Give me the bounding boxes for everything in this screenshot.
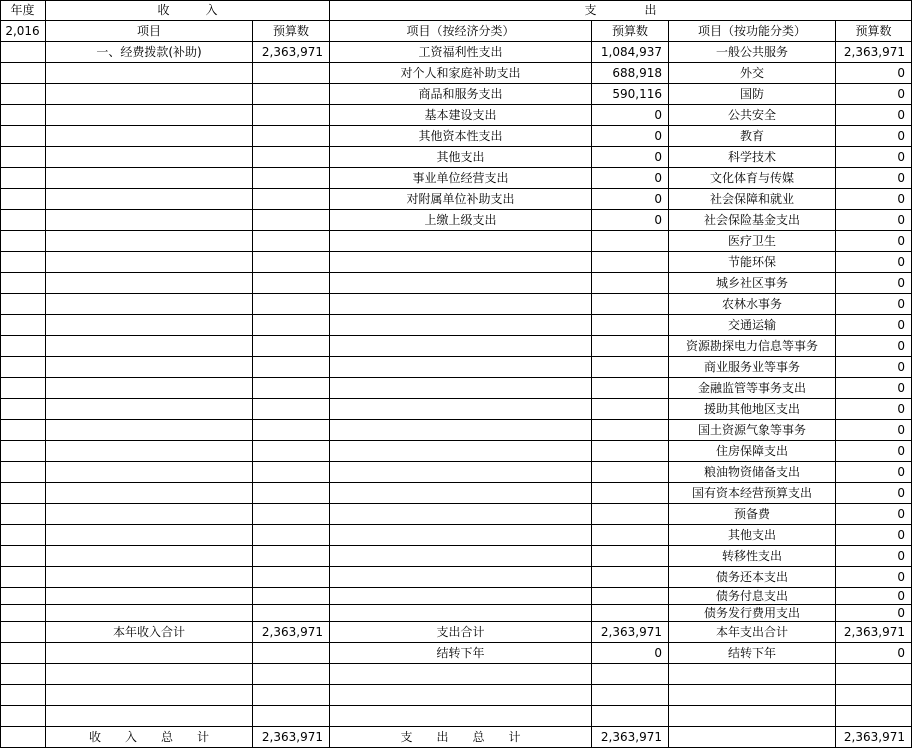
econ-amount-cell — [592, 441, 669, 462]
econ-amount-cell: 2,363,971 — [592, 727, 669, 748]
econ-amount-cell — [592, 315, 669, 336]
func-amount-cell: 0 — [836, 294, 912, 315]
income-amount-cell — [253, 168, 330, 189]
income-amount-cell: 2,363,971 — [253, 727, 330, 748]
income-item-cell — [46, 252, 253, 273]
func-amount-cell: 0 — [836, 441, 912, 462]
year-cell — [0, 315, 46, 336]
econ-amount-cell — [592, 420, 669, 441]
func-amount-cell: 0 — [836, 273, 912, 294]
income-item-cell — [46, 441, 253, 462]
income-item-cell — [46, 399, 253, 420]
econ-item-cell — [330, 567, 592, 588]
year-cell — [0, 546, 46, 567]
income-item-cell — [46, 588, 253, 605]
econ-amount-cell: 0 — [592, 210, 669, 231]
func-amount-cell: 0 — [836, 105, 912, 126]
func-budget-header: 预算数 — [836, 21, 912, 42]
econ-amount-cell: 0 — [592, 168, 669, 189]
func-item-cell: 国土资源气象等事务 — [669, 420, 836, 441]
func-item-cell: 国防 — [669, 84, 836, 105]
econ-item-cell: 事业单位经营支出 — [330, 168, 592, 189]
func-amount-cell: 0 — [836, 567, 912, 588]
econ-amount-cell: 0 — [592, 643, 669, 664]
econ-item-cell — [330, 664, 592, 685]
year-cell — [0, 63, 46, 84]
func-item-cell: 城乡社区事务 — [669, 273, 836, 294]
econ-amount-cell: 0 — [592, 126, 669, 147]
year-cell — [0, 168, 46, 189]
func-amount-cell: 0 — [836, 126, 912, 147]
econ-item-cell — [330, 252, 592, 273]
func-item-cell: 科学技术 — [669, 147, 836, 168]
econ-item-cell — [330, 294, 592, 315]
econ-amount-cell — [592, 231, 669, 252]
econ-amount-cell — [592, 336, 669, 357]
func-item-cell — [669, 664, 836, 685]
func-item-cell — [669, 685, 836, 706]
income-item-cell — [46, 189, 253, 210]
econ-amount-cell — [592, 504, 669, 525]
func-item-cell: 转移性支出 — [669, 546, 836, 567]
func-amount-cell: 0 — [836, 546, 912, 567]
year-cell — [0, 378, 46, 399]
func-amount-cell: 0 — [836, 63, 912, 84]
income-item-cell: 一、经费拨款(补助) — [46, 42, 253, 63]
econ-item-cell — [330, 546, 592, 567]
econ-item-cell — [330, 357, 592, 378]
income-item-cell — [46, 294, 253, 315]
econ-amount-cell — [592, 706, 669, 727]
func-item-cell: 债务付息支出 — [669, 588, 836, 605]
func-amount-cell: 0 — [836, 231, 912, 252]
income-amount-cell — [253, 210, 330, 231]
func-amount-cell: 0 — [836, 483, 912, 504]
func-item-cell: 国有资本经营预算支出 — [669, 483, 836, 504]
econ-item-cell — [330, 399, 592, 420]
income-amount-cell — [253, 357, 330, 378]
income-amount-cell — [253, 378, 330, 399]
income-item-cell — [46, 420, 253, 441]
econ-amount-cell — [592, 294, 669, 315]
econ-amount-cell — [592, 462, 669, 483]
econ-item-cell — [330, 525, 592, 546]
income-amount-cell — [253, 567, 330, 588]
func-item-cell: 社会保险基金支出 — [669, 210, 836, 231]
econ-amount-cell: 1,084,937 — [592, 42, 669, 63]
income-item-cell — [46, 483, 253, 504]
func-item-cell: 公共安全 — [669, 105, 836, 126]
econ-item-cell: 基本建设支出 — [330, 105, 592, 126]
year-cell — [0, 399, 46, 420]
income-amount-cell — [253, 643, 330, 664]
func-item-cell: 金融监管等事务支出 — [669, 378, 836, 399]
func-amount-cell: 0 — [836, 525, 912, 546]
func-item-cell — [669, 727, 836, 748]
income-item-cell — [46, 462, 253, 483]
func-item-cell: 节能环保 — [669, 252, 836, 273]
econ-amount-cell — [592, 357, 669, 378]
income-item-cell — [46, 525, 253, 546]
func-amount-cell: 0 — [836, 210, 912, 231]
year-cell — [0, 685, 46, 706]
func-amount-cell: 0 — [836, 336, 912, 357]
income-item-cell — [46, 63, 253, 84]
econ-item-cell: 上缴上级支出 — [330, 210, 592, 231]
income-amount-cell — [253, 63, 330, 84]
func-item-cell: 住房保障支出 — [669, 441, 836, 462]
income-amount-cell — [253, 664, 330, 685]
year-cell — [0, 441, 46, 462]
econ-amount-cell — [592, 378, 669, 399]
econ-amount-cell: 0 — [592, 147, 669, 168]
income-item-cell — [46, 546, 253, 567]
econ-item-cell — [330, 504, 592, 525]
econ-item-cell: 商品和服务支出 — [330, 84, 592, 105]
income-item-cell — [46, 605, 253, 622]
econ-amount-cell — [592, 588, 669, 605]
income-amount-cell — [253, 84, 330, 105]
income-item-cell — [46, 706, 253, 727]
income-item-cell — [46, 357, 253, 378]
year-header: 年度 — [0, 0, 46, 21]
econ-item-cell: 对个人和家庭补助支出 — [330, 63, 592, 84]
econ-item-cell — [330, 420, 592, 441]
func-amount-cell: 0 — [836, 588, 912, 605]
income-item-cell — [46, 105, 253, 126]
func-amount-cell: 0 — [836, 643, 912, 664]
income-amount-cell — [253, 105, 330, 126]
econ-item-cell: 工资福利性支出 — [330, 42, 592, 63]
income-item-cell — [46, 504, 253, 525]
income-amount-cell — [253, 231, 330, 252]
econ-amount-cell: 590,116 — [592, 84, 669, 105]
income-item-cell — [46, 336, 253, 357]
year-value: 2,016 — [0, 21, 46, 42]
year-cell — [0, 84, 46, 105]
func-item-cell: 债务还本支出 — [669, 567, 836, 588]
income-amount-cell — [253, 588, 330, 605]
year-cell — [0, 664, 46, 685]
income-item-cell — [46, 315, 253, 336]
year-cell — [0, 605, 46, 622]
econ-item-cell — [330, 315, 592, 336]
func-amount-cell: 0 — [836, 84, 912, 105]
econ-amount-cell — [592, 567, 669, 588]
income-item-cell — [46, 210, 253, 231]
econ-amount-cell — [592, 605, 669, 622]
income-item-cell — [46, 643, 253, 664]
year-cell — [0, 727, 46, 748]
income-item-cell: 收 入 总 计 — [46, 727, 253, 748]
econ-item-cell — [330, 588, 592, 605]
econ-amount-cell — [592, 399, 669, 420]
year-cell — [0, 42, 46, 63]
income-amount-cell: 2,363,971 — [253, 42, 330, 63]
income-item-cell — [46, 84, 253, 105]
func-amount-cell: 2,363,971 — [836, 727, 912, 748]
income-item-cell: 本年收入合计 — [46, 622, 253, 643]
func-item-cell: 教育 — [669, 126, 836, 147]
func-amount-cell: 0 — [836, 315, 912, 336]
econ-amount-cell — [592, 252, 669, 273]
income-item-cell — [46, 378, 253, 399]
econ-amount-cell — [592, 273, 669, 294]
econ-item-cell — [330, 441, 592, 462]
year-cell — [0, 622, 46, 643]
income-amount-cell — [253, 504, 330, 525]
year-cell — [0, 189, 46, 210]
econ-amount-cell — [592, 525, 669, 546]
econ-item-cell — [330, 231, 592, 252]
econ-item-cell: 其他支出 — [330, 147, 592, 168]
econ-item-cell: 对附属单位补助支出 — [330, 189, 592, 210]
year-cell — [0, 706, 46, 727]
func-item-cell: 交通运输 — [669, 315, 836, 336]
income-item-cell — [46, 567, 253, 588]
func-amount-cell — [836, 706, 912, 727]
econ-item-cell — [330, 706, 592, 727]
econ-item-cell: 其他资本性支出 — [330, 126, 592, 147]
income-budget-header: 预算数 — [253, 21, 330, 42]
econ-amount-cell — [592, 685, 669, 706]
econ-item-cell — [330, 605, 592, 622]
income-item-cell — [46, 126, 253, 147]
func-item-cell: 社会保障和就业 — [669, 189, 836, 210]
income-amount-cell — [253, 525, 330, 546]
income-amount-cell — [253, 273, 330, 294]
year-cell — [0, 336, 46, 357]
func-item-cell: 资源勘探电力信息等事务 — [669, 336, 836, 357]
econ-amount-cell: 0 — [592, 189, 669, 210]
econ-item-cell: 支 出 总 计 — [330, 727, 592, 748]
func-item-cell: 农林水事务 — [669, 294, 836, 315]
year-cell — [0, 105, 46, 126]
year-cell — [0, 525, 46, 546]
func-amount-cell: 0 — [836, 147, 912, 168]
year-cell — [0, 567, 46, 588]
income-item-cell — [46, 231, 253, 252]
func-item-cell: 医疗卫生 — [669, 231, 836, 252]
income-item-cell — [46, 147, 253, 168]
func-amount-cell — [836, 664, 912, 685]
income-item-cell — [46, 273, 253, 294]
econ-amount-cell: 2,363,971 — [592, 622, 669, 643]
econ-amount-cell: 688,918 — [592, 63, 669, 84]
econ-item-cell — [330, 483, 592, 504]
income-item-header: 项目 — [46, 21, 253, 42]
income-item-cell — [46, 168, 253, 189]
func-item-cell: 外交 — [669, 63, 836, 84]
func-item-cell: 债务发行费用支出 — [669, 605, 836, 622]
econ-item-cell — [330, 378, 592, 399]
econ-item-cell: 支出合计 — [330, 622, 592, 643]
income-item-cell — [46, 685, 253, 706]
income-header: 收 入 — [46, 0, 330, 21]
year-cell — [0, 483, 46, 504]
income-amount-cell — [253, 336, 330, 357]
func-item-cell: 粮油物资储备支出 — [669, 462, 836, 483]
func-item-cell: 文化体育与传媒 — [669, 168, 836, 189]
year-cell — [0, 420, 46, 441]
econ-item-cell — [330, 336, 592, 357]
year-cell — [0, 126, 46, 147]
year-cell — [0, 231, 46, 252]
func-amount-cell: 0 — [836, 189, 912, 210]
income-amount-cell: 2,363,971 — [253, 622, 330, 643]
income-amount-cell — [253, 685, 330, 706]
year-cell — [0, 462, 46, 483]
income-amount-cell — [253, 189, 330, 210]
income-amount-cell — [253, 315, 330, 336]
income-amount-cell — [253, 420, 330, 441]
func-item-cell: 其他支出 — [669, 525, 836, 546]
func-amount-cell: 0 — [836, 420, 912, 441]
year-cell — [0, 147, 46, 168]
year-cell — [0, 643, 46, 664]
func-item-cell: 本年支出合计 — [669, 622, 836, 643]
year-cell — [0, 504, 46, 525]
year-cell — [0, 252, 46, 273]
func-item-cell: 结转下年 — [669, 643, 836, 664]
income-amount-cell — [253, 546, 330, 567]
econ-amount-cell: 0 — [592, 105, 669, 126]
func-amount-cell — [836, 685, 912, 706]
year-cell — [0, 273, 46, 294]
func-amount-cell: 0 — [836, 462, 912, 483]
expense-header: 支 出 — [330, 0, 912, 21]
income-item-cell — [46, 664, 253, 685]
econ-item-cell: 结转下年 — [330, 643, 592, 664]
econ-budget-header: 预算数 — [592, 21, 669, 42]
func-amount-cell: 2,363,971 — [836, 42, 912, 63]
income-amount-cell — [253, 294, 330, 315]
func-item-cell: 预备费 — [669, 504, 836, 525]
income-amount-cell — [253, 605, 330, 622]
econ-amount-cell — [592, 664, 669, 685]
econ-item-cell — [330, 685, 592, 706]
econ-item-header: 项目（按经济分类） — [330, 21, 592, 42]
income-amount-cell — [253, 252, 330, 273]
func-amount-cell: 0 — [836, 605, 912, 622]
func-item-cell: 一般公共服务 — [669, 42, 836, 63]
income-amount-cell — [253, 147, 330, 168]
year-cell — [0, 294, 46, 315]
func-amount-cell: 2,363,971 — [836, 622, 912, 643]
income-amount-cell — [253, 462, 330, 483]
year-cell — [0, 210, 46, 231]
func-amount-cell: 0 — [836, 168, 912, 189]
func-item-header: 项目（按功能分类） — [669, 21, 836, 42]
income-amount-cell — [253, 706, 330, 727]
func-item-cell — [669, 706, 836, 727]
econ-item-cell — [330, 462, 592, 483]
func-item-cell: 援助其他地区支出 — [669, 399, 836, 420]
econ-amount-cell — [592, 546, 669, 567]
income-amount-cell — [253, 399, 330, 420]
func-item-cell: 商业服务业等事务 — [669, 357, 836, 378]
income-amount-cell — [253, 126, 330, 147]
func-amount-cell: 0 — [836, 399, 912, 420]
income-amount-cell — [253, 483, 330, 504]
func-amount-cell: 0 — [836, 252, 912, 273]
func-amount-cell: 0 — [836, 357, 912, 378]
income-amount-cell — [253, 441, 330, 462]
econ-amount-cell — [592, 483, 669, 504]
econ-item-cell — [330, 273, 592, 294]
func-amount-cell: 0 — [836, 504, 912, 525]
year-cell — [0, 357, 46, 378]
year-cell — [0, 588, 46, 605]
func-amount-cell: 0 — [836, 378, 912, 399]
